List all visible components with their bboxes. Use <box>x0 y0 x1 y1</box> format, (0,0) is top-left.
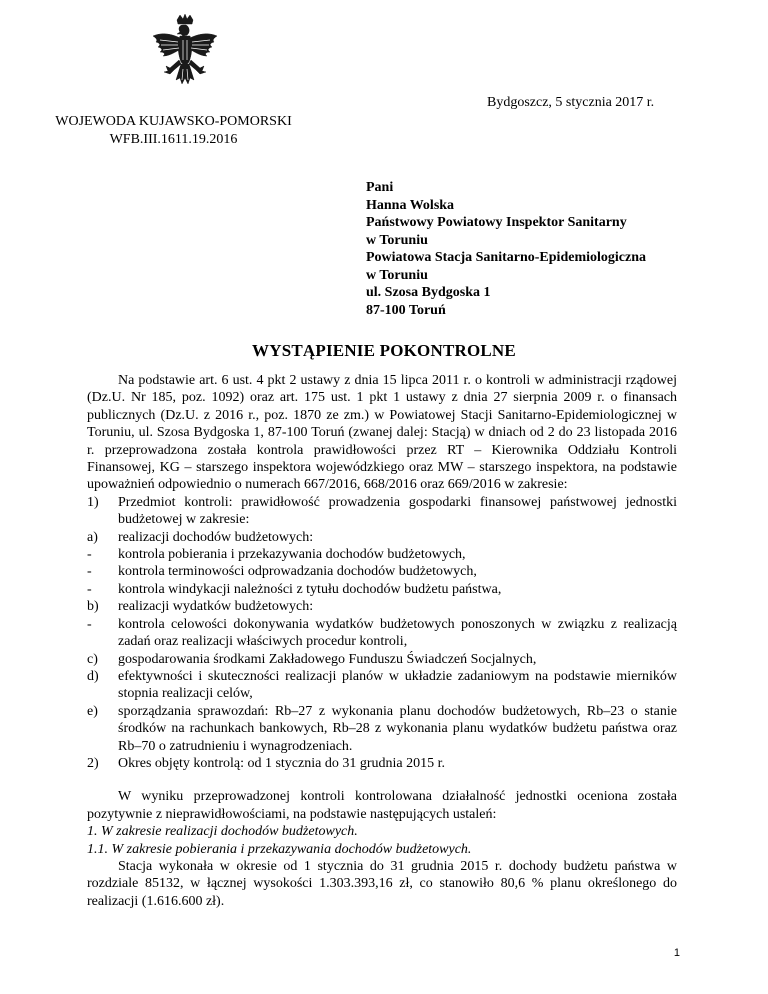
intro-paragraph: Na podstawie art. 6 ust. 4 pkt 2 ustawy z dnia 15 lipca 2011 r. o kontroli w administracji rządowej (Dz.U. Nr 185, poz. 1092) oraz art. 175 ust. 1 pkt 1 ustawy z dnia 27 sierpnia 2009 r. o finansach publicznych (Dz.U. z 2016 r., poz. 1870 ze zm.) w Powiatowej Stacji Sanitarno-Epidemiologicznej w Toruniu, ul. Szosa Bydgoska 1, 87-100 Toruń (zwanej dalej: Stacją) w dniach od 2 do 23 listopada 2016 r. przeprowadzona została kontrola prawidłowości przez RT – Kierownika Oddziału Kontroli Finansowej, KG – starszego inspektora wojewódzkiego oraz MW – starszego inspektora, na podstawie upoważnień odpowiednio o numerach 667/2016, 668/2016 oraz 669/2016 w zakresie: <box>87 373 677 493</box>
list-item-text: kontrola windykacji należności z tytułu dochodów budżetu państwa, <box>118 581 502 597</box>
issuer-title: WOJEWODA KUJAWSKO-POMORSKI <box>55 114 292 129</box>
list-item <box>87 598 677 615</box>
list-item <box>87 703 677 755</box>
spacer <box>87 772 677 788</box>
list-marker: - <box>87 581 92 597</box>
list-marker: - <box>87 616 92 632</box>
list-item-text: sporządzania sprawozdań: Rb–27 z wykonania planu dochodów budżetowych, Rb–23 o stanie środków na rachunkach bankowych, Rb–28 z wykonania planu wydatków budżetu państwa oraz Rb–70 o zatrudnieniu i wynagrodzeniach. <box>118 703 677 754</box>
recipient-line: w Toruniu <box>366 232 428 248</box>
page-number: 1 <box>673 947 680 959</box>
list-item <box>87 529 677 546</box>
recipient-line: w Toruniu <box>366 267 428 283</box>
recipient-address <box>366 179 646 319</box>
list-item-text: realizacji wydatków budżetowych: <box>118 599 314 615</box>
list-item-text: efektywności i skuteczności realizacji planów w układzie zadaniowym na podstawie mierników stopnia realizacji celów, <box>118 668 677 702</box>
list-marker: 2) <box>87 755 99 771</box>
list-item <box>87 494 677 529</box>
list-item <box>87 668 677 703</box>
section-heading: 1. W zakresie realizacji dochodów budżetowych. <box>87 824 358 840</box>
list-item <box>87 563 677 580</box>
list-item <box>87 546 677 563</box>
list-marker: a) <box>87 529 98 545</box>
list-marker: d) <box>87 668 99 684</box>
result-paragraph: W wyniku przeprowadzonej kontroli kontrolowana działalność jednostki oceniona została pozytywnie z nieprawidłowościami, na podstawie następujących ustaleń: <box>87 789 677 822</box>
final-paragraph: Stacja wykonała w okresie od 1 stycznia do 31 grudnia 2015 r. dochody budżetu państwa w rozdziale 85132, w łącznej wysokości 1.303.393,16 zł, co stanowiło 80,6 % planu określonego do realizacji (1.616.600 zł). <box>87 858 677 909</box>
list-marker: c) <box>87 651 98 667</box>
recipient-line: Państwowy Powiatowy Inspektor Sanitarny <box>366 215 627 230</box>
list-marker: b) <box>87 599 99 615</box>
list-item <box>87 616 677 651</box>
subsection-heading: 1.1. W zakresie pobierania i przekazywania dochodów budżetowych. <box>87 841 472 857</box>
recipient-line: ul. Szosa Bydgoska 1 <box>366 285 491 300</box>
document-title: WYSTĄPIENIE POKONTROLNE <box>252 341 516 360</box>
list-item-text: realizacji dochodów budżetowych: <box>118 529 314 545</box>
list-item <box>87 651 677 668</box>
list-item-text: gospodarowania środkami Zakładowego Funduszu Świadczeń Socjalnych, <box>118 651 537 667</box>
issuer-block <box>42 113 305 149</box>
recipient-line: Powiatowa Stacja Sanitarno-Epidemiologiczna <box>366 250 646 265</box>
list-item-text: kontrola terminowości odprowadzania dochodów budżetowych, <box>118 564 477 580</box>
recipient-line: Pani <box>366 180 394 195</box>
list-marker: 1) <box>87 494 99 510</box>
list-item <box>87 581 677 598</box>
recipient-line: Hanna Wolska <box>366 197 455 213</box>
issuer-reference: WFB.III.1611.19.2016 <box>109 132 238 147</box>
list-item-text: kontrola celowości dokonywania wydatków budżetowych ponoszonych w związku z realizacją zadań oraz realizacji właściwych procedur kontroli, <box>118 616 677 650</box>
list-item <box>87 755 677 772</box>
list-marker: - <box>87 547 92 563</box>
list-item-text: Przedmiot kontroli: prawidłowość prowadzenia gospodarki finansowej państwowej jednostki budżetowej w zakresie: <box>118 494 677 528</box>
document-date: Bydgoszcz, 5 stycznia 2017 r. <box>487 95 655 110</box>
list-item-text: kontrola pobierania i przekazywania dochodów budżetowych, <box>118 547 466 563</box>
eagle-emblem-icon <box>150 14 220 96</box>
list-marker: e) <box>87 703 98 719</box>
list-item-text: Okres objęty kontrolą: od 1 stycznia do 31 grudnia 2015 r. <box>118 755 445 771</box>
document-body <box>87 372 677 910</box>
list-marker: - <box>87 564 92 580</box>
recipient-line: 87-100 Toruń <box>366 302 446 318</box>
